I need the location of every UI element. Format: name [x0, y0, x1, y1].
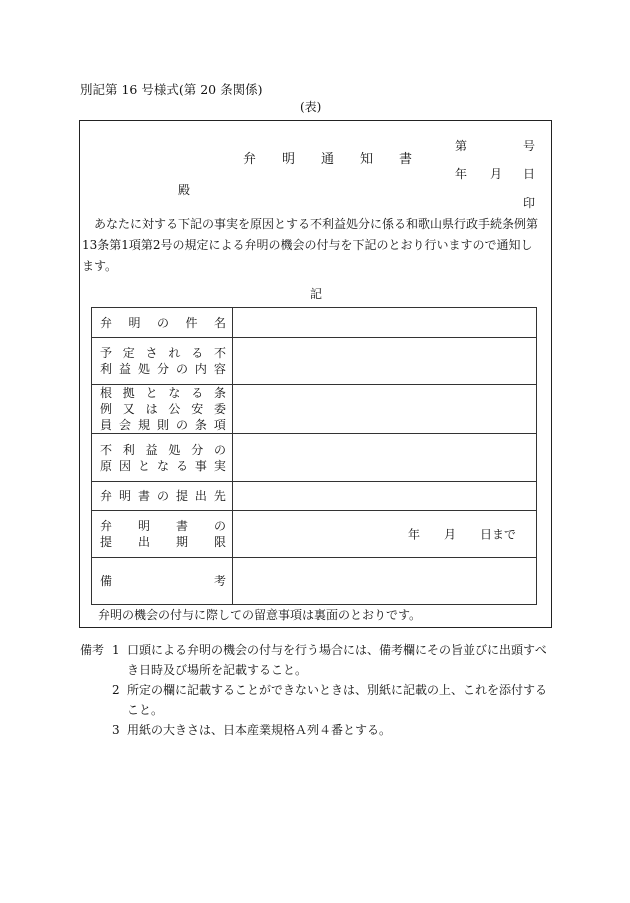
row-value[interactable]	[233, 558, 537, 605]
row-label-line: 提 出 期 限	[100, 535, 226, 549]
number-suffix: 号	[523, 139, 536, 153]
remark-text: 口頭による弁明の機会の付与を行う場合には、備考欄にその旨並びに出頭すべき日時及び場所を記載すること。	[127, 643, 547, 677]
remark-text: 所定の欄に記載することができないときは、別紙に記載の上、これを添付すること。	[127, 683, 548, 717]
row-value[interactable]	[233, 482, 537, 511]
row-label	[92, 338, 233, 385]
remark-item	[80, 680, 550, 720]
row-label-line: 原 因 と な る 事 実	[100, 458, 226, 473]
table-row	[92, 482, 537, 511]
row-label	[92, 385, 233, 434]
row-value[interactable]	[233, 308, 537, 338]
number-prefix: 第	[455, 139, 468, 153]
row-label-line: 根 拠 と な る 条	[100, 386, 226, 400]
row-label-line: 員 会 規 則 の 条 項	[100, 418, 226, 432]
table-row	[92, 338, 537, 385]
row-label-line: 弁 明 書 の 提 出 先	[100, 489, 226, 503]
table-row	[92, 434, 537, 482]
deadline-value[interactable]	[233, 511, 537, 558]
date-day-label: 日	[523, 167, 536, 181]
row-label-line: 例 又 は 公 安 委	[100, 402, 226, 416]
closing-note: 弁明の機会の付与に際しての留意事項は裏面のとおりです。	[98, 608, 422, 622]
notice-body-text: あなたに対する下記の事実を原因とする不利益処分に係る和歌山県行政手続条例第13条第1項第2号の規定による弁明の機会の付与を下記のとおり行いますので通知します。	[82, 217, 539, 273]
deadline-date-text: 年 月 日まで	[407, 527, 516, 542]
row-label-line: 不 利 益 処 分 の	[100, 442, 226, 457]
remark-number: 1	[112, 643, 120, 657]
row-label	[92, 511, 233, 558]
remark-item	[80, 640, 550, 680]
table-row	[92, 308, 537, 338]
remarks-heading: 備考	[80, 643, 105, 657]
table-row	[92, 511, 537, 558]
date-year-label: 年	[455, 167, 468, 181]
seal-mark: 印	[523, 196, 536, 210]
remark-number: 2	[112, 683, 120, 697]
row-label-line: 利 益 処 分 の 内 容	[100, 362, 226, 376]
remarks-section	[80, 640, 550, 740]
row-label-line: 備 考	[100, 574, 226, 588]
row-label-line: 弁 明 の 件 名	[100, 315, 226, 330]
detail-table	[91, 307, 537, 605]
table-row	[92, 558, 537, 605]
addressee-suffix: 殿	[178, 183, 191, 197]
table-row	[92, 385, 537, 434]
row-label	[92, 308, 233, 338]
row-value[interactable]	[233, 434, 537, 482]
row-label	[92, 482, 233, 511]
ki-heading: 記	[310, 287, 323, 301]
row-label	[92, 558, 233, 605]
remark-item	[80, 720, 550, 740]
remark-number: 3	[112, 723, 120, 737]
row-value[interactable]	[233, 385, 537, 434]
document-title: 弁 明 通 知 書	[243, 152, 413, 167]
row-label-line: 予 定 さ れ る 不	[100, 346, 226, 360]
row-label	[92, 434, 233, 482]
row-value[interactable]	[233, 338, 537, 385]
date-month-label: 月	[490, 167, 503, 181]
form-number-label: 別記第 16 号様式(第 20 条関係)	[80, 82, 263, 97]
row-label-line: 弁 明 書 の	[100, 519, 226, 533]
side-indicator: (表)	[300, 100, 322, 114]
remark-text: 用紙の大きさは、日本産業規格Ａ列４番とする。	[127, 723, 392, 737]
